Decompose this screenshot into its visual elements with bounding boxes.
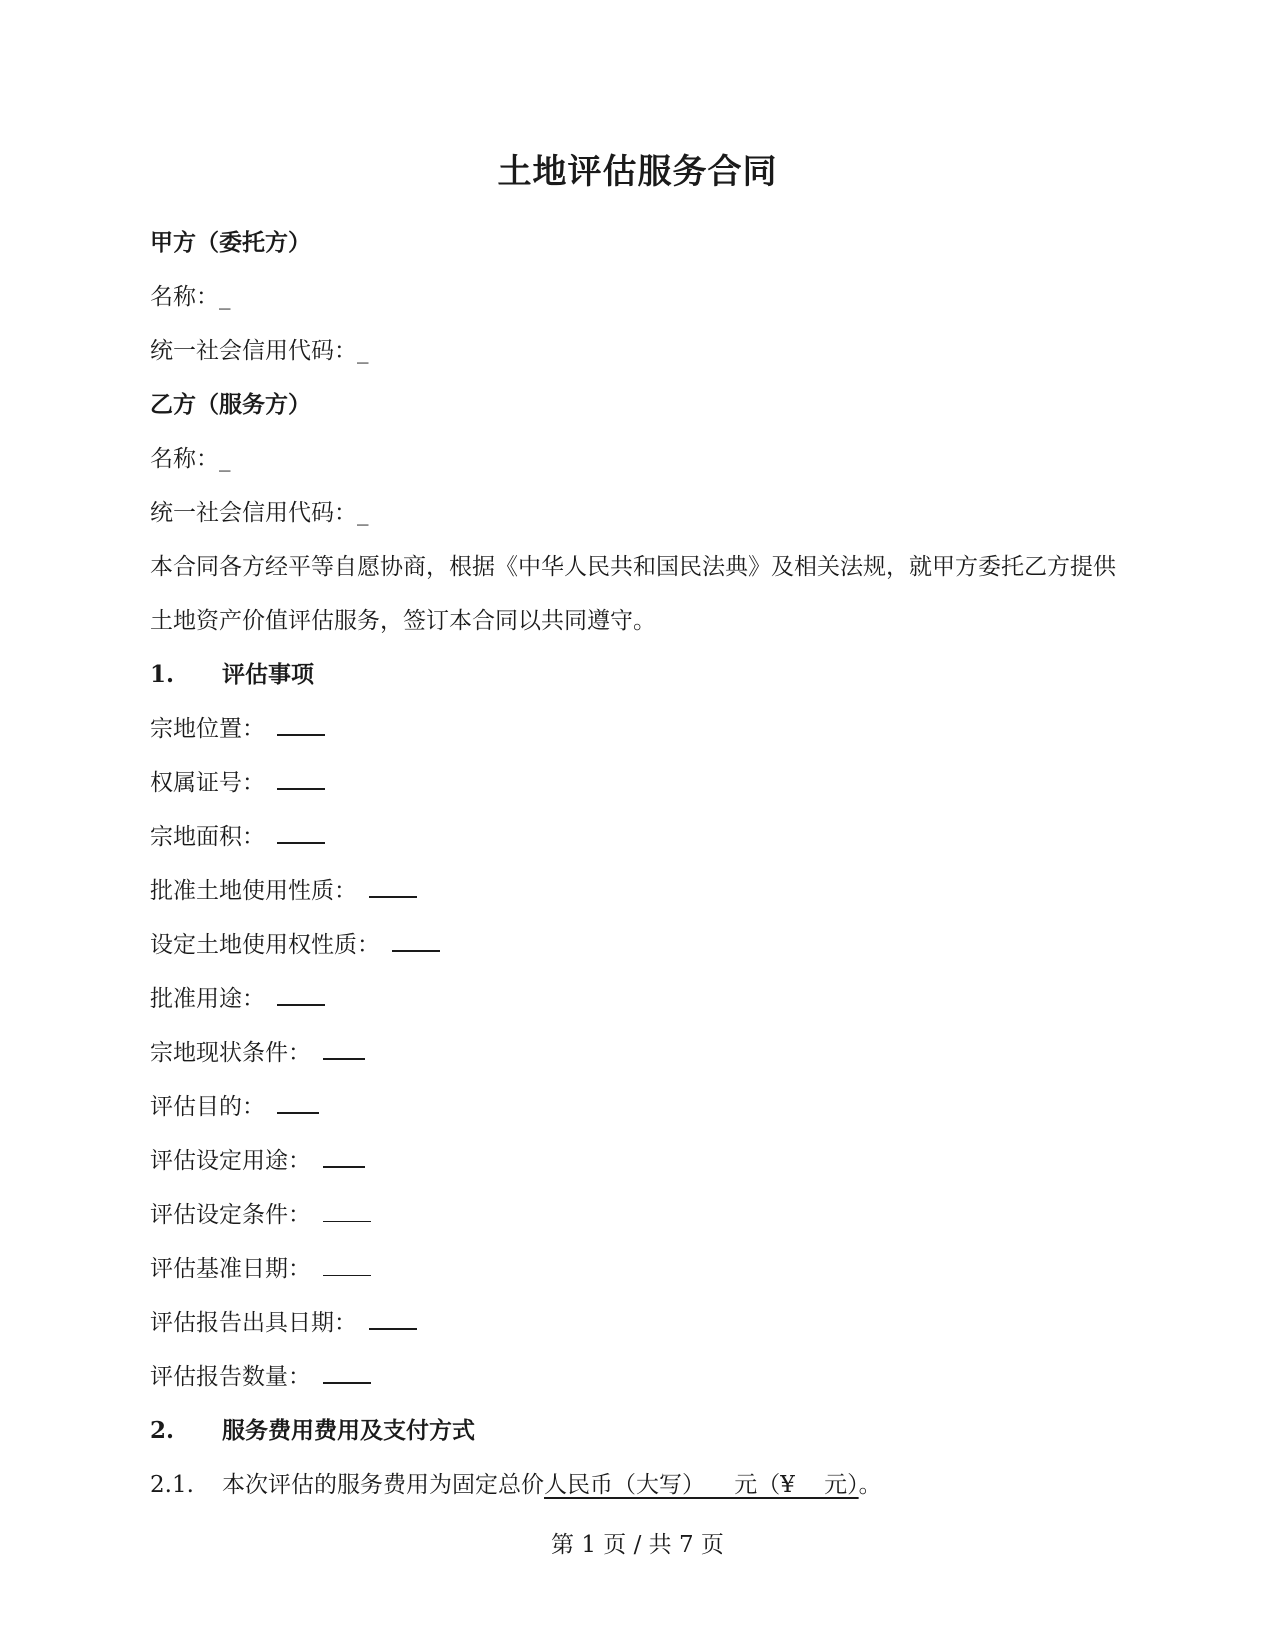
party-a-code xyxy=(150,324,1130,378)
party-a-heading: 甲方（委托方） xyxy=(150,229,311,256)
field-row xyxy=(150,1350,1130,1404)
clause-2-1-amount: 人民币（大写） 元（¥ 元） xyxy=(544,1472,859,1498)
field-blank[interactable] xyxy=(323,1201,371,1222)
field-label: 批准用途： xyxy=(150,986,265,1012)
field-label: 批准土地使用性质： xyxy=(150,878,357,904)
field-row xyxy=(150,1296,1130,1350)
field-blank[interactable] xyxy=(392,930,440,952)
field-blank[interactable] xyxy=(369,876,417,898)
party-a-name-label: 名称： xyxy=(150,284,219,310)
page-footer: 第 1 页 / 共 7 页 xyxy=(551,1532,724,1558)
clause-2-1 xyxy=(150,1458,1130,1512)
party-b-code-label: 统一社会信用代码： xyxy=(150,500,357,526)
field-row xyxy=(150,810,1130,864)
field-label: 评估设定条件： xyxy=(150,1202,311,1228)
section-1-title: 评估事项 xyxy=(222,661,314,688)
field-row xyxy=(150,918,1130,972)
party-b-code xyxy=(150,486,1130,540)
field-label: 评估报告数量： xyxy=(150,1364,311,1390)
field-row xyxy=(150,1242,1130,1296)
field-row xyxy=(150,1080,1130,1134)
field-label: 权属证号： xyxy=(150,770,265,796)
field-blank[interactable] xyxy=(323,1146,365,1168)
party-b-name-value: _ xyxy=(219,446,231,472)
party-b-heading: 乙方（服务方） xyxy=(150,391,311,418)
party-a-code-label: 统一社会信用代码： xyxy=(150,338,357,364)
field-blank[interactable] xyxy=(323,1038,365,1060)
field-blank[interactable] xyxy=(277,714,325,736)
field-row xyxy=(150,702,1130,756)
clause-2-1-text: 本次评估的服务费用为固定总价 xyxy=(222,1472,544,1498)
party-b-name-label: 名称： xyxy=(150,446,219,472)
field-label: 宗地面积： xyxy=(150,824,265,850)
field-blank[interactable] xyxy=(277,822,325,844)
clause-2-1-end: 。 xyxy=(858,1472,882,1498)
field-row xyxy=(150,1188,1130,1242)
field-row xyxy=(150,756,1130,810)
section-1-number: 1. xyxy=(150,661,175,688)
field-label: 评估基准日期： xyxy=(150,1256,311,1282)
field-label: 评估报告出具日期： xyxy=(150,1310,357,1336)
field-label: 宗地位置： xyxy=(150,716,265,742)
document-body xyxy=(150,216,1130,1512)
field-blank[interactable] xyxy=(277,768,325,790)
party-a-code-value: _ xyxy=(357,338,369,364)
party-a-name-value: _ xyxy=(219,284,231,310)
party-a-name xyxy=(150,270,1130,324)
field-label: 评估设定用途： xyxy=(150,1148,311,1174)
field-blank[interactable] xyxy=(369,1308,417,1330)
field-row xyxy=(150,972,1130,1026)
section-1-heading xyxy=(150,648,1130,702)
field-row xyxy=(150,1134,1130,1188)
field-blank[interactable] xyxy=(323,1255,371,1276)
field-row xyxy=(150,864,1130,918)
section-2-heading xyxy=(150,1404,1130,1458)
field-label: 宗地现状条件： xyxy=(150,1040,311,1066)
field-label: 评估目的： xyxy=(150,1094,265,1120)
clause-2-1-number: 2.1. xyxy=(150,1472,194,1498)
field-label: 设定土地使用权性质： xyxy=(150,932,380,958)
section-2-title: 服务费用费用及支付方式 xyxy=(222,1417,475,1444)
document-title: 土地评估服务合同 xyxy=(497,152,778,192)
field-blank[interactable] xyxy=(323,1362,371,1384)
section-2-number: 2. xyxy=(150,1417,175,1444)
party-b-name xyxy=(150,432,1130,486)
intro-paragraph: 本合同各方经平等自愿协商，根据《中华人民共和国民法典》及相关法规，就甲方委托乙方提供土地资产价值评估服务，签订本合同以共同遵守。 xyxy=(150,554,1116,634)
field-blank[interactable] xyxy=(277,1092,319,1114)
field-row xyxy=(150,1026,1130,1080)
field-blank[interactable] xyxy=(277,984,325,1006)
party-b-code-value: _ xyxy=(357,500,369,526)
